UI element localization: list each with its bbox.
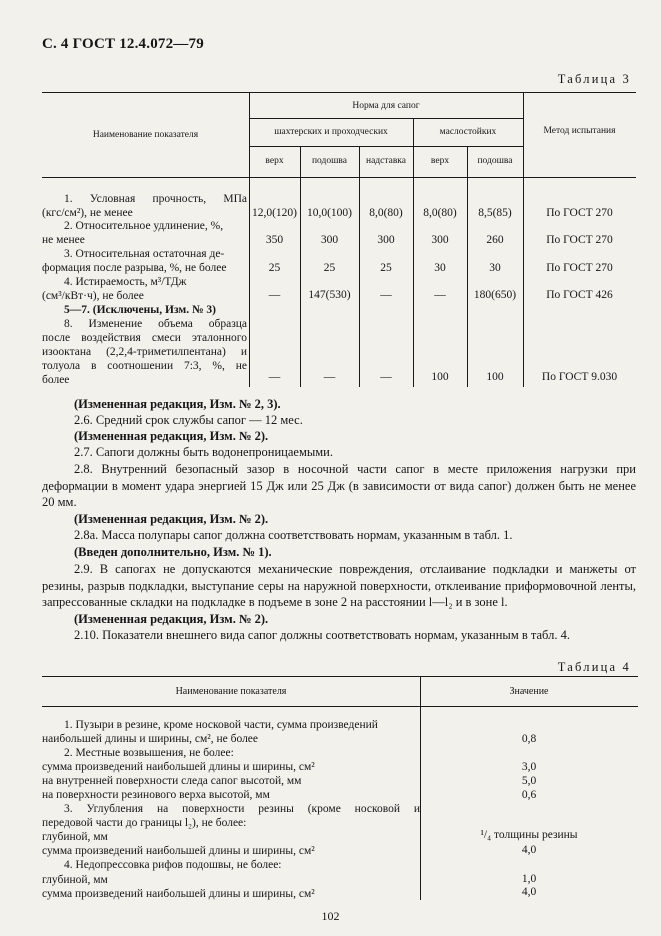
paragraph: (Измененная редакция, Изм. № 2). [74, 612, 269, 626]
value-cell: 260 [486, 234, 504, 246]
value-cell: — [323, 371, 336, 383]
table3-sub-extension: надставка [365, 156, 406, 166]
value-cell: — [380, 371, 392, 383]
row-value: 3,0 [521, 761, 537, 773]
table3-norm-heading: Норма для сапог [352, 101, 420, 111]
row-label-line: (см³/кВт·ч), не более [42, 290, 144, 302]
row-label-line: толуола в соотношении 7:3, %, не [42, 360, 247, 372]
value-cell: 100 [486, 371, 504, 383]
value-cell: — [268, 289, 281, 301]
table3-sub-upper: верх [265, 156, 284, 166]
paragraph: (Измененная редакция, Изм. № 2). [74, 512, 269, 526]
table4-top-border [42, 676, 638, 677]
table3-header-border [42, 177, 636, 178]
row-label: наибольшей длины и ширины, см², не более [42, 733, 259, 745]
value-cell: 8,0(80) [369, 207, 403, 219]
row-label: глубиной, мм [42, 831, 108, 843]
method-cell: По ГОСТ 270 [546, 262, 613, 274]
table4-header-border [42, 706, 638, 707]
paragraph: 2.8. Внутренний безопасный зазор в носочной части сапог в месте приложения нагрузки при деформации в момент удара энергией 15 Дж или 25 Дж (в зависимости от вида сапог) должен быть не менее 20 мм. [42, 462, 636, 509]
value-cell: — [380, 289, 392, 301]
row-label: 2. Местные возвышения, не более: [64, 747, 234, 759]
value-cell: 25 [268, 262, 281, 274]
paragraph: 2.10. Показатели внешнего вида сапог должны соответствовать нормам, указанным в табл. 4. [74, 628, 570, 642]
paragraph: 2.7. Сапоги должны быть водонепроницаемыми. [74, 445, 333, 459]
row-label-line: изооктана (2,2,4-триметилпентана) и [42, 346, 247, 358]
table3-col-name: Наименование показателя [92, 130, 199, 140]
table3-group-mining: шахтерских и проходческих [274, 127, 388, 137]
value-cell: 180(650) [473, 289, 517, 301]
table3-group-oil: маслостойких [439, 127, 497, 137]
value-cell: 8,5(85) [478, 207, 512, 219]
row-label: 4. Недопрессовка рифов подошвы, не более: [64, 859, 282, 871]
row-label: 3. Углубления на поверхности резины (кроме носковой и [64, 803, 420, 815]
value-cell: 10,0(100) [306, 207, 353, 219]
row-label: сумма произведений наибольшей длины и ширины, см² [42, 888, 315, 900]
row-label: 1. Пузыри в резине, кроме носковой части, сумма произведений [64, 719, 378, 731]
value-cell: — [434, 289, 446, 301]
row-label: на внутренней поверхности следа сапог высотой, мм [42, 775, 302, 787]
row-label-line: 3. Относительная остаточная де- [64, 248, 225, 260]
table4-caption: Таблица 4 [557, 660, 631, 674]
value-cell: 300 [320, 234, 339, 246]
row-label-line: 1. Условная прочность, МПа [64, 193, 247, 205]
method-cell: По ГОСТ 426 [546, 289, 613, 301]
table3-sub-upper-oil: верх [430, 156, 450, 166]
row-label-line: после воздействия смеси эталонного [42, 332, 247, 344]
value-cell: 300 [431, 234, 449, 246]
value-cell: 147(530) [308, 289, 351, 301]
value-cell: 25 [323, 262, 336, 274]
value-cell: 30 [434, 262, 446, 274]
row-value: 0,6 [521, 789, 537, 801]
row-label-line: формация после разрыва, %, не более [42, 262, 227, 274]
method-cell: По ГОСТ 270 [546, 207, 613, 219]
row-label: сумма произведений наибольшей длины и ширины, см² [42, 761, 315, 773]
row-value: 0,8 [521, 733, 537, 745]
paragraph: 2.9. В сапогах не допускаются механические повреждения, отслаивание подкладки и манжеты от резины, разрыв подкладки, выступание серы на наружной поверхности, отклеивание приформовочной ленты, запрессованные складки на подкладке в подъеме в зоне 2 на расстоянии l—l₂ и в зоне l. [42, 562, 636, 609]
row-label-line: 8. Изменение объема образца [64, 318, 247, 330]
row-label-line: более [42, 374, 70, 386]
method-cell: По ГОСТ 9.030 [541, 371, 618, 383]
row-value: ¹/₄ толщины резины [480, 829, 578, 841]
table4-col-value: Значение [509, 686, 549, 697]
row-value: 4,0 [521, 886, 537, 898]
value-cell: 8,0(80) [423, 207, 457, 219]
row-value: 1,0 [521, 873, 537, 885]
page-header: С. 4 ГОСТ 12.4.072—79 [42, 36, 204, 52]
paragraph: (Измененная редакция, Изм. № 2, 3). [74, 397, 281, 411]
row-label: на поверхности резинового верха высотой, мм [42, 789, 270, 801]
row-label: сумма произведений наибольшей длины и ширины, см² [42, 845, 315, 857]
row-label-line: 2. Относительное удлинение, %, [64, 220, 224, 232]
value-cell: 12,0(120) [251, 207, 298, 219]
table3-norm-rule [249, 118, 523, 119]
value-cell: 350 [265, 234, 284, 246]
paragraph: (Введен дополнительно, Изм. № 1). [74, 545, 272, 559]
table3-sub-sole-oil: подошва [477, 156, 513, 166]
row-value: 5,0 [521, 775, 537, 787]
table3-top-border [42, 92, 636, 93]
value-cell: — [268, 371, 281, 383]
table4-col-name: Наименование показателя [175, 686, 287, 697]
method-cell: По ГОСТ 270 [546, 234, 613, 246]
table3-sub-rule [249, 146, 523, 147]
table3-sub-sole: подошва [311, 156, 348, 166]
value-cell: 25 [380, 262, 392, 274]
row-label-line: (кгс/см²), не менее [42, 207, 133, 219]
row-label-line: 4. Истираемость, м³/ТДж [64, 276, 187, 288]
table3-caption: Таблица 3 [557, 72, 631, 86]
row-value: 4,0 [521, 844, 537, 856]
value-cell: 100 [431, 371, 449, 383]
table3-excluded-note: 5—7. (Исключены, Изм. № 3) [64, 304, 216, 316]
paragraph: (Измененная редакция, Изм. № 2). [74, 429, 269, 443]
paragraph: 2.6. Средний срок службы сапог — 12 мес. [74, 413, 303, 427]
value-cell: 300 [377, 234, 395, 246]
table3-col-method: Метод испытания [543, 126, 616, 136]
row-label-line: не менее [42, 234, 85, 246]
row-label: глубиной, мм [42, 874, 108, 886]
value-cell: 30 [489, 262, 501, 274]
paragraph: 2.8а. Масса полупары сапог должна соответствовать нормам, указанным в табл. 1. [74, 528, 513, 542]
row-label: передовой части до границы l₂), не более: [42, 817, 247, 829]
page-number: 102 [321, 909, 340, 923]
